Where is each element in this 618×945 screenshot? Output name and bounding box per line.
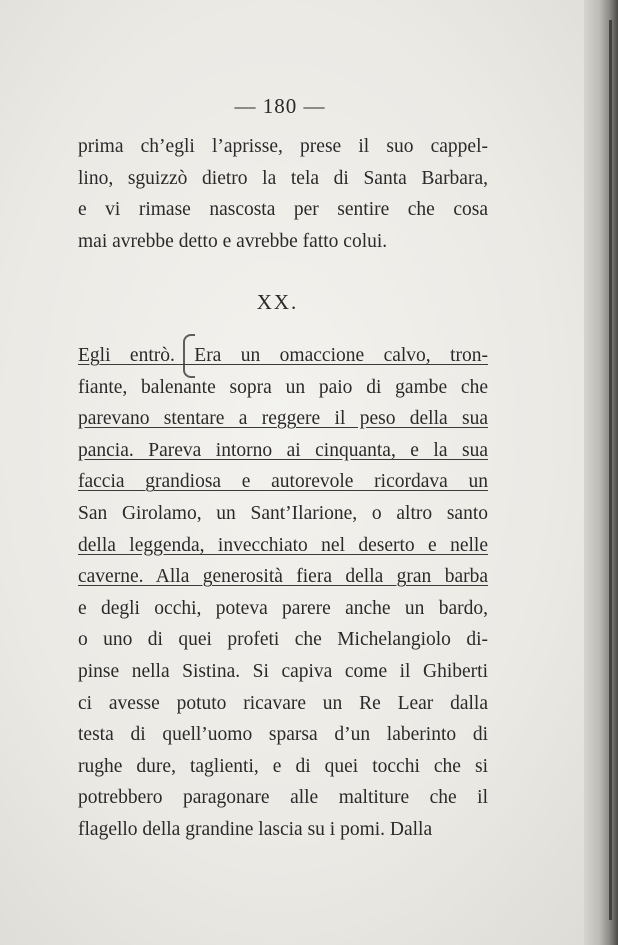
text-line: pinse nella Sistina. Si capiva come il Ghiberti [78,660,488,682]
page-number: — 180 — [234,94,326,118]
text-line: pancia. Pareva intorno ai cinquanta, e la sua [78,439,488,461]
text-line: lino, sguizzò dietro la tela di Santa Barbara, [78,167,488,189]
text-line: fiante, balenante sopra un paio di gambe che [78,376,488,398]
text-line: prima ch’egli l’aprisse, prese il suo cappel- [78,136,488,157]
text-line: e degli occhi, poteva parere anche un bardo, [78,597,488,619]
text-line: San Girolamo, un Sant’Ilarione, o altro santo [78,502,488,524]
text-line: faccia grandiosa e autorevole ricordava un [78,471,488,493]
binding-shadow-line [609,20,612,920]
text-line: rughe dure, taglienti, e di quei tocchi che si [78,755,488,777]
text-line: mai avrebbe detto e avrebbe fatto colui. [78,230,388,252]
text-line: o uno di quei profeti che Michelangiolo di- [78,629,488,651]
page-binding-edge [584,0,618,945]
text-line: Egli entrò. Era un omaccione calvo, tron- [78,345,488,366]
paragraph-2 [78,340,488,846]
text-line: potrebbero paragonare alle maltiture che il [78,787,488,809]
text-line: parevano stentare a reggere il peso della sua [78,408,488,430]
text-line: testa di quell’uomo sparsa d’un laberinto di [78,724,488,746]
text-line: ci avesse potuto ricavare un Re Lear dalla [78,692,488,714]
text-line: della leggenda, invecchiato nel deserto e nelle [78,534,488,556]
text-line: caverne. Alla generosità fiera della gran barba [78,566,488,588]
text-line: flagello della grandine lascia su i pomi. Dalla [78,818,433,840]
text-line: e vi rimase nascosta per sentire che cosa [78,199,488,221]
paragraph-1 [78,131,488,257]
chapter-heading: XX. [256,290,299,314]
